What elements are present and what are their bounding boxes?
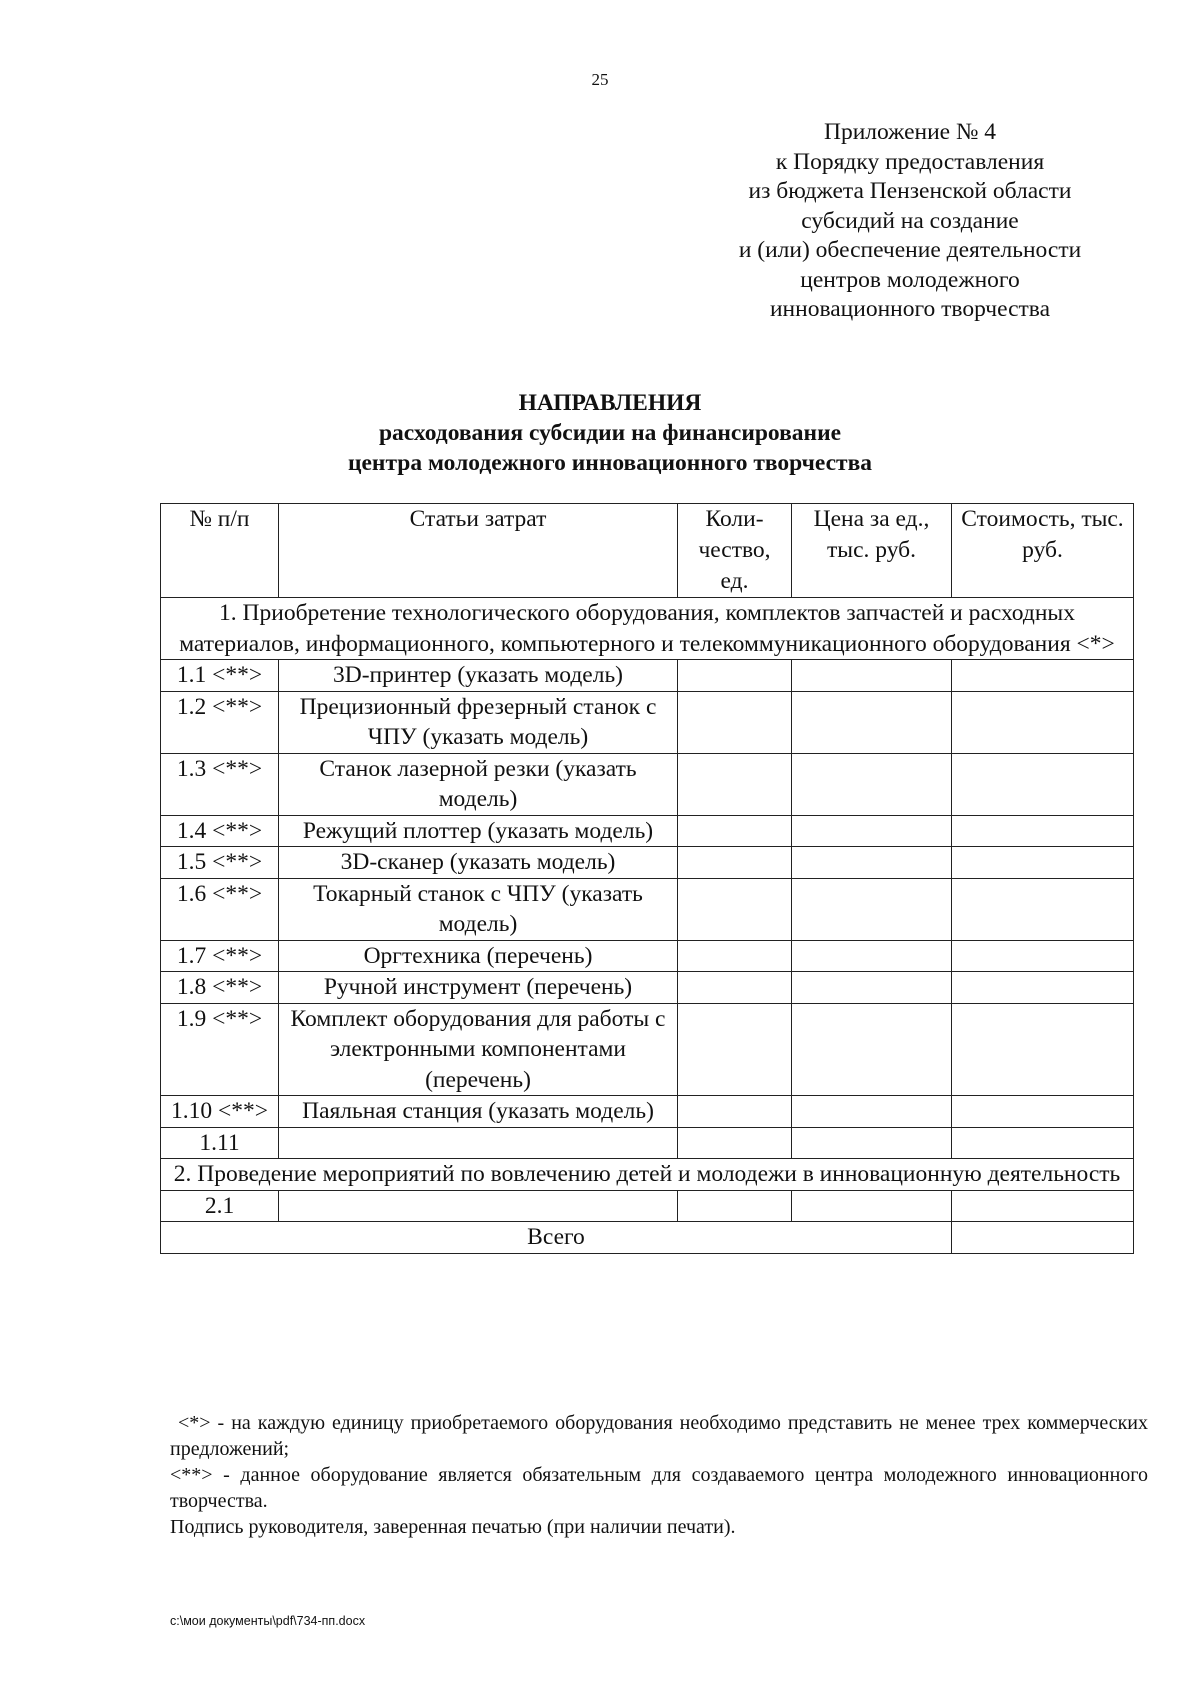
section-1-label: 1. Приобретение технологического оборудования, комплектов запчастей и расходных материалов, информационного, компьютерного и телекоммуникационного оборудования <*> (161, 598, 1134, 660)
qty-cell[interactable] (678, 1096, 792, 1128)
title-line: НАПРАВЛЕНИЯ (518, 390, 702, 416)
title-line: расходования субсидии на финансирование (378, 420, 842, 446)
price-cell[interactable] (792, 1096, 952, 1128)
total-value-cell[interactable] (952, 1222, 1134, 1254)
table-row (161, 1190, 1134, 1222)
price-cell[interactable] (792, 753, 952, 815)
appendix-header (690, 118, 1130, 325)
price-cell[interactable] (792, 972, 952, 1004)
appendix-line: и (или) обеспечение деятельности (738, 237, 1082, 263)
table-row (161, 691, 1134, 753)
price-cell[interactable] (792, 1190, 952, 1222)
table-row (161, 753, 1134, 815)
section-row (161, 598, 1134, 660)
qty-cell[interactable] (678, 660, 792, 692)
row-number: 1.6 <**> (161, 878, 279, 940)
appendix-line: инновационного творчества (769, 296, 1051, 322)
page-number: 25 (591, 70, 609, 89)
cost-cell[interactable] (952, 815, 1134, 847)
section-2-label: 2. Проведение мероприятий по вовлечению детей и молодежи в инновационную деятельность (161, 1159, 1134, 1191)
cost-cell[interactable] (952, 691, 1134, 753)
appendix-line: центров молодежного (800, 266, 1020, 293)
total-label: Всего (161, 1222, 952, 1254)
section-row (161, 1159, 1134, 1191)
appendix-line: к Порядку предоставления (775, 148, 1045, 175)
total-row (161, 1222, 1134, 1254)
row-item: Станок лазерной резки (указать модель) (279, 753, 678, 815)
cost-cell[interactable] (952, 660, 1134, 692)
appendix-line: Приложение № 4 (823, 119, 997, 145)
qty-cell[interactable] (678, 1190, 792, 1222)
row-item: Прецизионный фрезерный станок с ЧПУ (указать модель) (279, 691, 678, 753)
row-number: 1.8 <**> (161, 972, 279, 1004)
row-item: Режущий плоттер (указать модель) (279, 815, 678, 847)
row-number: 2.1 (161, 1190, 279, 1222)
price-cell[interactable] (792, 660, 952, 692)
footnote-1: <*> - на каждую единицу приобретаемого оборудования необходимо представить не менее трех коммерческих предложений; (170, 1412, 1148, 1460)
row-item: Оргтехника (перечень) (279, 940, 678, 972)
table-row (161, 1127, 1134, 1159)
qty-cell[interactable] (678, 1127, 792, 1159)
price-cell[interactable] (792, 691, 952, 753)
cost-cell[interactable] (952, 940, 1134, 972)
appendix-line: из бюджета Пензенской области (748, 178, 1072, 204)
qty-cell[interactable] (678, 940, 792, 972)
table-row (161, 847, 1134, 879)
cost-cell[interactable] (952, 847, 1134, 879)
row-item: Ручной инструмент (перечень) (279, 972, 678, 1004)
qty-cell[interactable] (678, 847, 792, 879)
footnotes (170, 1410, 1148, 1540)
price-cell[interactable] (792, 815, 952, 847)
cost-cell[interactable] (952, 972, 1134, 1004)
header-item: Статьи затрат (279, 504, 678, 598)
qty-cell[interactable] (678, 815, 792, 847)
cost-cell[interactable] (952, 753, 1134, 815)
row-number: 1.2 <**> (161, 691, 279, 753)
price-cell[interactable] (792, 878, 952, 940)
cost-cell[interactable] (952, 1096, 1134, 1128)
title-line: центра молодежного инновационного творчества (347, 450, 873, 476)
cost-cell[interactable] (952, 1127, 1134, 1159)
header-qty: Коли-чество, ед. (678, 504, 792, 598)
qty-cell[interactable] (678, 691, 792, 753)
row-item: 3D-сканер (указать модель) (279, 847, 678, 879)
row-item: Токарный станок с ЧПУ (указать модель) (279, 878, 678, 940)
cost-cell[interactable] (952, 1190, 1134, 1222)
row-number: 1.3 <**> (161, 753, 279, 815)
price-cell[interactable] (792, 1003, 952, 1096)
qty-cell[interactable] (678, 753, 792, 815)
row-number: 1.10 <**> (161, 1096, 279, 1128)
file-path: c:\мои документы\pdf\734-пп.docx (170, 1614, 366, 1628)
price-cell[interactable] (792, 847, 952, 879)
row-number: 1.5 <**> (161, 847, 279, 879)
row-number: 1.9 <**> (161, 1003, 279, 1096)
cost-cell[interactable] (952, 878, 1134, 940)
row-number: 1.11 (161, 1127, 279, 1159)
row-item: 3D-принтер (указать модель) (279, 660, 678, 692)
table-row (161, 940, 1134, 972)
table-row (161, 815, 1134, 847)
row-number: 1.1 <**> (161, 660, 279, 692)
cost-cell[interactable] (952, 1003, 1134, 1096)
row-item (279, 1190, 678, 1222)
table-row (161, 660, 1134, 692)
qty-cell[interactable] (678, 878, 792, 940)
price-cell[interactable] (792, 1127, 952, 1159)
header-price: Цена за ед., тыс. руб. (792, 504, 952, 598)
appendix-line: субсидий на создание (801, 207, 1019, 234)
qty-cell[interactable] (678, 1003, 792, 1096)
table-row (161, 878, 1134, 940)
row-number: 1.7 <**> (161, 940, 279, 972)
table-row (161, 972, 1134, 1004)
footnote-3: Подпись руководителя, заверенная печатью (при наличии печати). (170, 1516, 736, 1538)
row-item: Комплект оборудования для работы с электронными компонентами (перечень) (279, 1003, 678, 1096)
price-cell[interactable] (792, 940, 952, 972)
document-title (0, 388, 1200, 478)
qty-cell[interactable] (678, 972, 792, 1004)
cost-table (160, 503, 1134, 1254)
row-item: Паяльная станция (указать модель) (279, 1096, 678, 1128)
row-number: 1.4 <**> (161, 815, 279, 847)
table-row (161, 1096, 1134, 1128)
table-header-row (161, 504, 1134, 598)
table-row (161, 1003, 1134, 1096)
footnote-2: <**> - данное оборудование является обязательным для создаваемого центра молодежного инновационного творчества. (170, 1464, 1148, 1512)
row-item (279, 1127, 678, 1159)
header-num: № п/п (161, 504, 279, 598)
header-cost: Стоимость, тыс. руб. (952, 504, 1134, 598)
